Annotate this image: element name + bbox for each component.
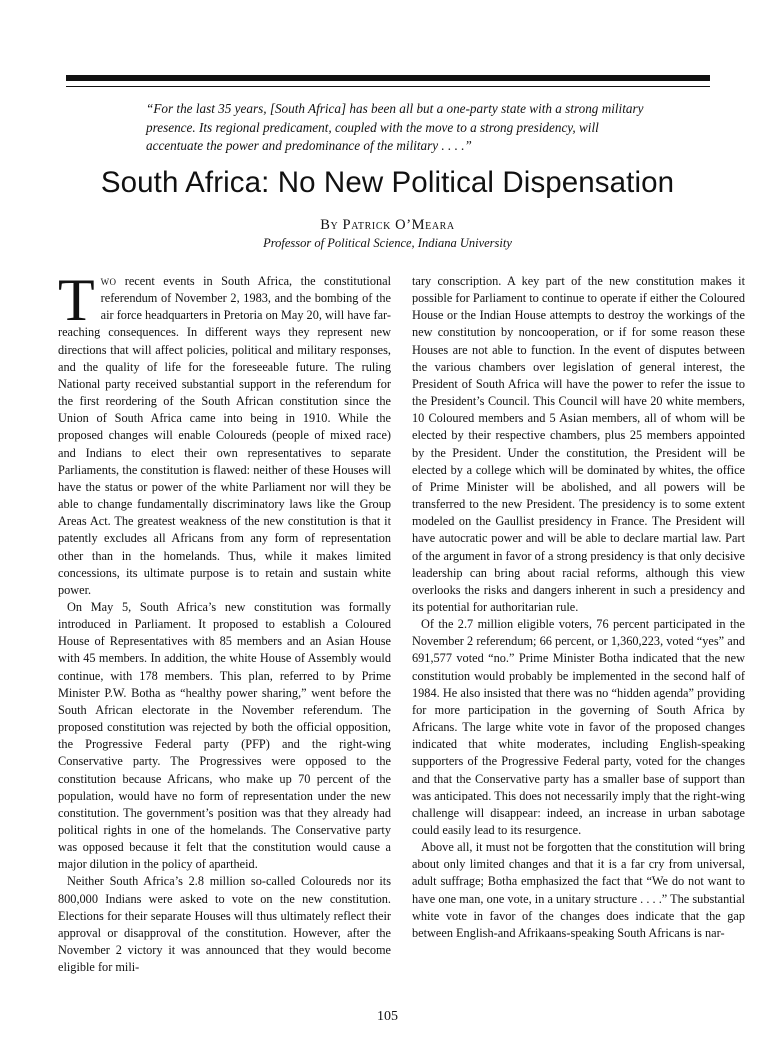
paragraph-5: Of the 2.7 million eligible voters, 76 percent participated in the November 2 referendum; 66 percent, or 1,360,223, voted “yes” and 691,577 voted “no.” Prime Minister Botha indicated that the new constitution would probably be implemented in the second half of 1984. He also insisted that there was no “hidden agenda” providing for more participation in the governing of South Africa by Africans. The large white vote in favor of the proposed changes indicated that white moderates, including English-speaking supporters of the Progressive Federal party, voted for the changes and that the Conservative party has a smaller base of support than was anticipated. This does not necessarily imply that the right-wing challenge will disappear: indeed, an increase in urban sabotage could easily lead to its resurgence. [412, 617, 745, 837]
column-right [412, 273, 745, 942]
paragraph-3: Neither South Africa’s 2.8 million so-called Coloureds nor its 800,000 Indians were asked to vote on the new constitution. Elections for their separate Houses will thus ultimately reflect their approval or disapproval of the constitution. However, after the November 2 victory it was announced that they would become eligible for mili- [58, 874, 391, 975]
header-rule-thick [66, 75, 710, 81]
column-left [58, 267, 391, 976]
header-rule-thin [66, 86, 710, 87]
author-byline: By Patrick O’Meara [320, 217, 455, 233]
epigraph-quote: “For the last 35 years, [South Africa] has been all but a one-party state with a strong military presence. Its regional predicament, coupled with the move to a strong presidency, will accentuate the power and predominance of the military . . . .” [146, 101, 644, 153]
paragraph-2: On May 5, South Africa’s new constitution was formally introduced in Parliament. It proposed to establish a Coloured House of Representatives with 85 members and an Asian House with 45 members. In addition, the white House of Assembly would continue, with 178 members. This plan, referred to by Prime Minister P.W. Botha as “healthy power sharing,” went before the South African electorate in the November referendum. The proposed constitution was rejected by both the official opposition, the Progressive Federal party (PFP) and the right-wing Conservative party. The Progressives were opposed to the constitution because Africans, who make up 70 percent of the population, would have no form of representation under the new constitution. The government’s position was that they already had political rights in one of the homelands. The Conservative party was opposed because it felt that the constitution would cause a major dilution in the policy of apartheid. [58, 599, 391, 872]
lead-in: wo [100, 274, 117, 288]
paragraph-1-text: recent events in South Africa, the constitutional referendum of November 2, 1983, and the bombing of the air force headquarters in Pretoria on May 20, will have far-reaching consequences. In different ways they represent new directions that will affect policies, political and military responses, and the quality of life for the foreseeable future. The ruling National party received substantial support in the referendum for the first reordering of the South African constitution since the Union of South Africa came into being in 1910. While the proposed changes will enable Coloureds (people of mixed race) and Indians to elect their own representatives to separate Parliaments, the constitution is flawed: neither of these Houses will have the status or power of the white Parliament nor will they be able to change fundamentally discriminatory laws like the Group Areas Act. The greatest weakness of the new constitution is that it patently excludes all Africans from any form of representation other than in the homelands. Thus, while it makes limited concessions, its ultimate purpose is to retain and sustain white power. [58, 274, 391, 597]
paragraph-6: Above all, it must not be forgotten that the constitution will bring about only limited changes and that it is a far cry from universal, adult suffrage; Botha emphasized the fact that “We do not want to have one man, one vote, in a unitary structure . . . .” The substantial white vote in favor of the changes does indicate that the gap between English-and Afrikaans-speaking South Africans is nar- [412, 840, 745, 940]
paragraph-1 [58, 267, 391, 599]
paragraph-4: tary conscription. A key part of the new constitution makes it possible for Parliament to continue to operate if either the Coloured House or the Indian House attempts to destroy the workings of the new constitution by noncooperation, or if for some reason these Houses are not able to function. In the event of disputes between the various chambers over legislation of general interest, the President of South Africa will have the power to refer the issue to the President’s Council. This Council will have 20 white members, 10 Coloured members and 5 Asian members, all of whom will be elected by their respective chambers, plus 25 members appointed by the President. Under the constitution, the President will be elected by a college which will be dominated by whites, the office of Prime Minister will be abolished, and all powers will be transferred to the new President. The presidency is to some extent modeled on the Gaullist presidency in France. The President will have autocratic power and will be able to declare martial law. Part of the argument in favor of a strong presidency is that only decisive leadership can bring about racial reforms, although this view overlooks the risks and dangers inherent in such a presidency and its potential for authoritarian rule. [412, 274, 745, 614]
page-number: 105 [377, 1009, 398, 1024]
author-affiliation: Professor of Political Science, Indiana University [263, 236, 512, 250]
article-title: South Africa: No New Political Dispensation [100, 166, 675, 199]
drop-cap: T [58, 267, 95, 333]
